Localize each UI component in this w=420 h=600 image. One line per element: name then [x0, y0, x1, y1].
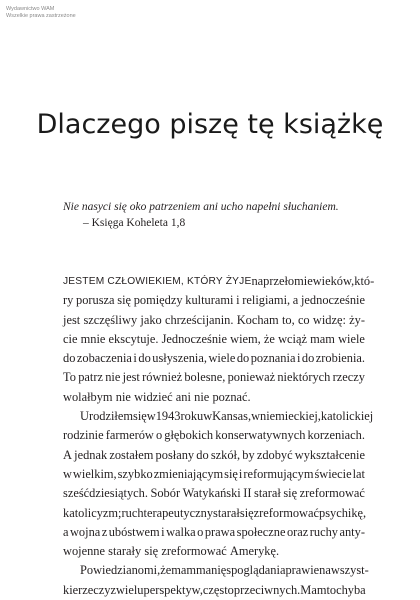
word: porusza	[76, 293, 115, 308]
word: zostałem	[109, 447, 154, 462]
word: wolałbym	[63, 389, 113, 404]
word: korzeniach.	[307, 428, 365, 443]
text-line	[63, 349, 365, 368]
word: Sobór	[150, 486, 181, 501]
word: Kansas,	[212, 409, 252, 424]
word: wielkim,	[72, 466, 117, 481]
word: się	[224, 466, 238, 481]
word: ży-	[349, 312, 365, 327]
word: ruchy	[309, 524, 338, 539]
word: prawie	[285, 563, 320, 578]
word: Powiedziano	[80, 563, 145, 578]
text-line	[63, 484, 365, 503]
word: posłany	[155, 447, 195, 462]
word: chrześcijanin.	[164, 312, 234, 327]
word: do	[301, 351, 315, 366]
word: perspektyw,	[143, 582, 203, 597]
word: wojna	[69, 524, 101, 539]
word: starał	[213, 505, 240, 520]
word: reformującym	[243, 466, 314, 481]
word: zreformować	[161, 544, 227, 559]
word: o	[155, 428, 163, 443]
text-line	[63, 330, 365, 349]
word: przeciwnych.	[233, 582, 301, 597]
epigraph	[63, 199, 383, 231]
word: jest	[63, 312, 81, 327]
word: walka	[166, 524, 196, 539]
word: 1943	[155, 409, 181, 424]
word: katolickiej	[320, 409, 374, 424]
word: szczęśliwy	[83, 312, 138, 327]
word: starał	[254, 486, 281, 501]
word: Kocham	[236, 312, 279, 327]
word: terapeutyczny	[143, 505, 214, 520]
word: i	[296, 351, 301, 366]
word: katolicyzm;	[63, 505, 122, 520]
word: w	[251, 409, 261, 424]
word: A	[63, 447, 72, 462]
word: do	[236, 351, 250, 366]
text-line	[63, 561, 369, 580]
word: z	[101, 524, 108, 539]
word: To	[63, 370, 76, 385]
word: że	[160, 563, 172, 578]
word: wiem,	[230, 331, 261, 346]
word: widzieć	[134, 389, 173, 404]
word: jest	[122, 370, 140, 385]
lead-in-caps: JESTEM CZŁOWIEKIEM, KTÓRY ŻYJE	[63, 276, 252, 287]
word: pomiędzy	[133, 293, 183, 308]
word: rodzinie	[63, 428, 104, 443]
word: w	[146, 409, 156, 424]
word: roku	[180, 409, 204, 424]
word: cie	[63, 331, 78, 346]
word: by	[242, 447, 255, 462]
word: wykształcenie	[294, 447, 365, 462]
paragraph	[63, 272, 375, 407]
word: kie	[63, 582, 79, 597]
word: bolesne,	[184, 370, 226, 385]
word: to,	[281, 312, 295, 327]
word: Mam	[300, 582, 327, 597]
word: Urodziłem	[80, 409, 133, 424]
word: ubóstwem	[108, 524, 160, 539]
word: manię	[195, 563, 227, 578]
word: na	[251, 274, 264, 288]
word: wiele	[208, 351, 236, 366]
word: do	[196, 447, 209, 462]
word: nie	[115, 389, 131, 404]
text-line	[63, 291, 365, 310]
word: zobaczenia	[76, 351, 132, 366]
word: wielu	[115, 582, 144, 597]
word: II	[243, 486, 252, 501]
word: konserwatywnych	[215, 428, 306, 443]
word: na	[319, 563, 331, 578]
word: społeczne	[236, 524, 286, 539]
word: kulturami	[185, 293, 234, 308]
word: w	[203, 409, 213, 424]
word: co	[297, 312, 310, 327]
word: oraz	[286, 524, 309, 539]
text-line	[63, 465, 365, 484]
word: nie	[194, 389, 210, 404]
text-line	[63, 311, 365, 330]
word: jednocześnie	[300, 293, 365, 308]
word: mi,	[144, 563, 161, 578]
epigraph-source: – Księga Koheleta 1,8	[83, 217, 186, 229]
word: anty-	[339, 524, 365, 539]
word: któ-	[354, 274, 375, 288]
word: rzeczy	[78, 582, 111, 597]
text-line	[63, 368, 365, 387]
word: świecie	[314, 466, 352, 481]
word: się	[117, 293, 132, 308]
word: mam	[310, 331, 335, 346]
word: zreformować	[253, 505, 319, 520]
word: szybko	[117, 466, 153, 481]
word: Jednocześnie	[161, 331, 227, 346]
word: wieków,	[312, 274, 355, 288]
word: często	[202, 582, 234, 597]
word: w	[63, 466, 72, 481]
text-line	[63, 388, 365, 407]
word: szkół,	[210, 447, 241, 462]
word: lat	[352, 466, 365, 481]
word: poznać.	[212, 389, 251, 404]
word: psychikę,	[319, 505, 367, 520]
word: spoglądania	[226, 563, 286, 578]
word: wiele	[338, 331, 365, 346]
word: do	[138, 351, 151, 366]
word: ekscytuje.	[108, 331, 159, 346]
word: jednak	[74, 447, 108, 462]
text-line	[63, 504, 365, 523]
word: usłyszenia,	[152, 351, 207, 366]
word: jako	[140, 312, 162, 327]
word: farmerów	[105, 428, 154, 443]
word: nie	[105, 370, 121, 385]
word: się	[283, 486, 298, 501]
word: zmieniającym	[153, 466, 224, 481]
word: religiami,	[242, 293, 291, 308]
word: zrobienia.	[315, 351, 365, 366]
text-line	[63, 426, 365, 445]
word: ponieważ	[227, 370, 276, 385]
chapter-body	[63, 272, 375, 600]
word: ani	[175, 389, 191, 404]
word: również	[142, 370, 183, 385]
word: ry	[63, 293, 74, 308]
word: Amerykę.	[229, 544, 280, 559]
text-line	[63, 446, 365, 465]
text-line	[63, 581, 365, 600]
epigraph-quote: Nie nasyci się oko patrzeniem ani ucho napełni słuchaniem.	[63, 201, 339, 213]
word: ruch	[121, 505, 144, 520]
text-line	[63, 407, 374, 426]
text-line	[63, 523, 365, 542]
copyright-note: Wszelkie prawa zastrzeżone	[6, 13, 76, 19]
word: a	[292, 293, 299, 308]
word: o	[197, 524, 204, 539]
paragraph	[63, 561, 369, 600]
word: chyba	[336, 582, 366, 597]
word: wszyst-	[330, 563, 369, 578]
word: poznania	[250, 351, 296, 366]
word: starały	[108, 544, 142, 559]
word: patrz	[78, 370, 103, 385]
word: zreformować	[299, 486, 365, 501]
word: się	[239, 505, 254, 520]
word: prawa	[204, 524, 236, 539]
word: Watykański	[182, 486, 241, 501]
word: przełomie	[263, 274, 313, 288]
word: i	[236, 293, 240, 308]
word: mnie	[80, 331, 106, 346]
word: z	[110, 582, 116, 597]
paragraph	[63, 407, 374, 561]
publisher-name: Wydawnictwo WAM	[6, 6, 55, 12]
word: i	[161, 524, 165, 539]
word: to	[326, 582, 337, 597]
word: sześćdziesiątych.	[63, 486, 148, 501]
word: niektórych	[277, 370, 331, 385]
word: do	[63, 351, 76, 366]
word: rzeczy	[332, 370, 365, 385]
text-line	[63, 272, 375, 291]
word: się	[133, 409, 147, 424]
publisher-note	[6, 6, 76, 20]
word: głębokich	[164, 428, 214, 443]
word: widzę:	[312, 312, 346, 327]
word: niemieckiej,	[260, 409, 321, 424]
chapter-title: Dlaczego piszę tę książkę	[36, 109, 384, 140]
word: i	[238, 466, 243, 481]
text-line	[63, 542, 365, 561]
word: się	[144, 544, 159, 559]
word: wojenne	[63, 544, 105, 559]
word: wciąż	[278, 331, 307, 346]
word: zdobyć	[256, 447, 293, 462]
word: a	[63, 524, 69, 539]
word: że	[263, 331, 275, 346]
word: i	[133, 351, 137, 366]
word: mam	[171, 563, 196, 578]
